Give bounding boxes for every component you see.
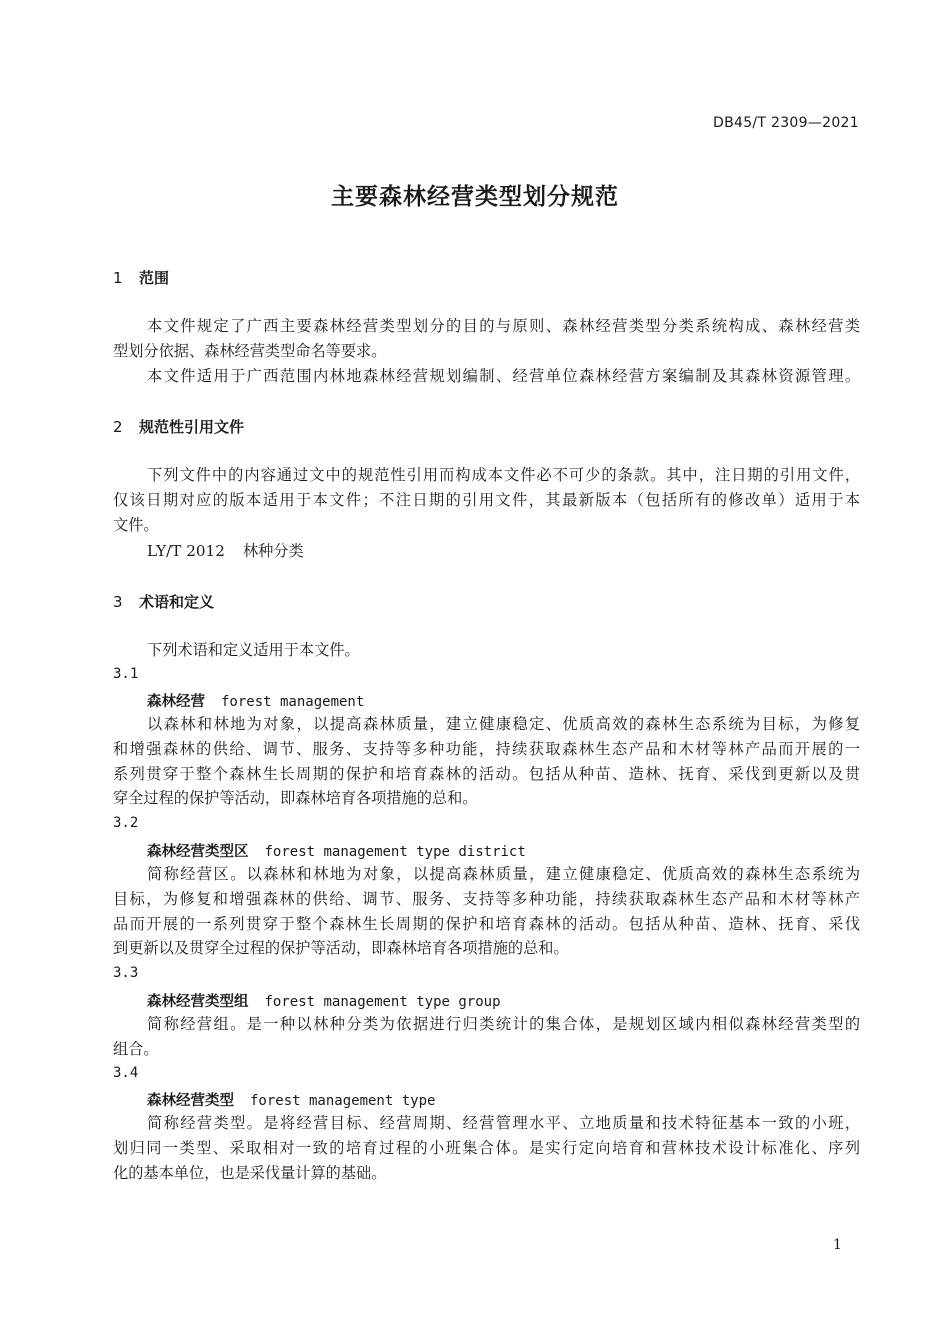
text-line: 简称经营区。以森林和林地为对象，以提高森林质量，建立健康稳定、优质高效的森林生态系统为	[147, 865, 860, 883]
section-3-heading	[113, 591, 214, 612]
text-line: 以森林和林地为对象，以提高森林质量，建立健康稳定、优质高效的森林生态系统为目标，为修复	[147, 715, 860, 733]
term-en: forest management	[221, 694, 365, 710]
reference-title: 林种分类	[242, 542, 304, 560]
clause-number: 3.4	[113, 1065, 139, 1081]
text-line: 化的基本单位，也是采伐量计算的基础。	[113, 1163, 387, 1182]
clause-number: 3.2	[113, 815, 139, 831]
section-1-paragraph-1	[113, 314, 860, 364]
term-heading	[147, 1089, 435, 1110]
term-en: forest management type group	[264, 994, 501, 1010]
clause-number: 3.1	[113, 666, 139, 682]
text-line: 型划分依据、森林经营类型命名等要求。	[113, 341, 387, 360]
section-title: 术语和定义	[139, 593, 215, 611]
text-line: 本文件规定了广西主要森林经营类型划分的目的与原则、森林经营类型分类系统构成、森林经营类	[147, 317, 860, 335]
clause-number: 3.3	[113, 965, 139, 981]
text-line: 下列文件中的内容通过文中的规范性引用而构成本文件必不可少的条款。其中，注日期的引用文件，	[147, 466, 860, 484]
text-line: 到更新以及贯穿全过程的保护等活动，即森林培育各项措施的总和。	[113, 939, 569, 958]
section-number: 2	[113, 418, 123, 436]
document-title: 主要森林经营类型划分规范	[331, 184, 619, 210]
text-line: 仅该日期对应的版本适用于本文件；不注日期的引用文件，其最新版本（包括所有的修改单）适用于本	[113, 490, 860, 509]
term-zh: 森林经营	[147, 694, 205, 710]
normative-reference	[147, 540, 304, 561]
text-line: 简称经营类型。是将经营目标、经营周期、经营管理水平、立地质量和技术特征基本一致的小班，	[147, 1114, 860, 1132]
term-zh: 森林经营类型	[147, 1093, 234, 1109]
text-line: 简称经营组。是一种以林种分类为依据进行归类统计的集合体，是规划区域内相似森林经营类型的	[147, 1015, 860, 1033]
text-line: 组合。	[113, 1039, 159, 1058]
page-number: 1	[833, 1237, 842, 1253]
text-line: 品而开展的一系列贯穿于整个森林生长周期的保护和培育森林的活动。包括从种苗、造林、抚育、采伐	[113, 914, 860, 933]
term-definition	[113, 1111, 860, 1185]
section-number: 1	[113, 269, 123, 287]
text-line: 系列贯穿于整个森林生长周期的保护和培育森林的活动。包括从种苗、造林、抚育、采伐到更新以及贯	[113, 764, 860, 783]
section-3-intro: 下列术语和定义适用于本文件。	[147, 641, 360, 659]
term-heading	[147, 990, 501, 1011]
section-title: 范围	[139, 269, 170, 287]
term-zh: 森林经营类型组	[147, 994, 249, 1010]
section-1-heading	[113, 267, 169, 288]
term-definition	[113, 1012, 860, 1062]
section-2-heading	[113, 416, 244, 437]
text-line: 文件。	[113, 515, 159, 534]
term-definition	[113, 862, 860, 961]
section-number: 3	[113, 593, 123, 611]
text-line: 穿全过程的保护等活动，即森林培育各项措施的总和。	[113, 789, 478, 808]
term-en: forest management type	[250, 1093, 436, 1109]
text-line: 目标，为修复和增强森林的供给、调节、服务、支持等多种功能，持续获取森林生态产品和木材等林产	[113, 889, 860, 908]
section-2-paragraph-1	[113, 463, 860, 537]
term-zh: 森林经营类型区	[147, 844, 249, 860]
text-line: 划归同一类型、采取相对一致的培育过程的小班集合体。是实行定向培育和营林技术设计标准化、序列	[113, 1138, 860, 1157]
term-heading	[147, 840, 526, 861]
term-definition	[113, 712, 860, 811]
term-en: forest management type district	[264, 844, 526, 860]
section-title: 规范性引用文件	[139, 418, 245, 436]
text-line: 本文件适用于广西范围内林地森林经营规划编制、经营单位森林经营方案编制及其森林资源管理。	[147, 367, 860, 385]
section-1-paragraph-2	[113, 364, 860, 389]
reference-code: LY/T 2012	[147, 542, 225, 560]
term-heading	[147, 690, 364, 711]
standard-number: DB45/T 2309—2021	[713, 115, 859, 131]
text-line: 和增强森林的供给、调节、服务、支持等多种功能，持续获取森林生态产品和木材等林产品而开展的一	[113, 739, 860, 758]
